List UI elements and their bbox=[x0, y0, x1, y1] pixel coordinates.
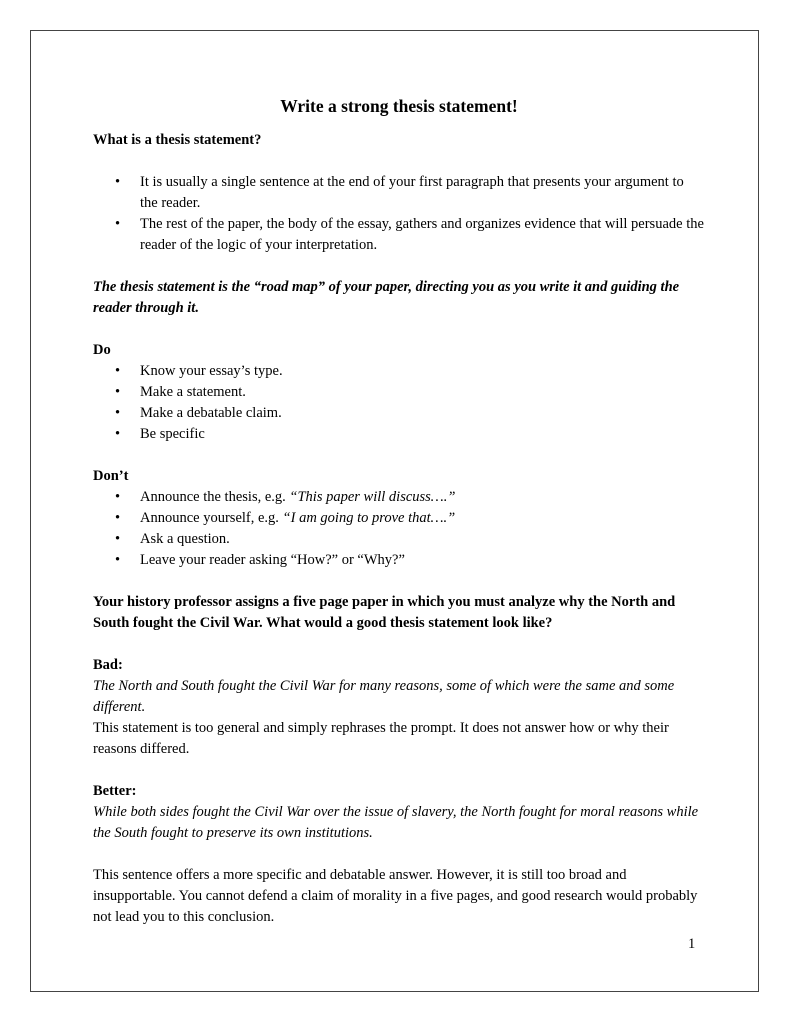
road-map-statement: The thesis statement is the “road map” of your paper, directing you as you write it and guiding the reader through it. bbox=[93, 279, 680, 316]
list-item bbox=[93, 487, 705, 508]
list-item: • Be specific bbox=[93, 424, 705, 445]
dont-heading: Don’t bbox=[93, 468, 129, 484]
list-item bbox=[93, 529, 705, 550]
item-text: Announce yourself, e.g. bbox=[140, 510, 283, 526]
bad-example: The North and South fought the Civil War for many reasons, some of which were the same and some different. bbox=[93, 678, 675, 715]
list-item: • The rest of the paper, the body of the essay, gathers and organizes evidence that will persuade the reader of the logic of your interpretation. bbox=[93, 214, 705, 256]
list-item: • Make a statement. bbox=[93, 382, 705, 403]
item-text: Ask a question. bbox=[140, 531, 230, 547]
what-list bbox=[93, 172, 705, 256]
page-number: 1 bbox=[688, 936, 696, 952]
item-text: Leave your reader asking “How?” or “Why?” bbox=[140, 552, 405, 568]
bad-explanation: This statement is too general and simply rephrases the prompt. It does not answer how or why their reasons differed. bbox=[93, 720, 669, 757]
list-item: • Know your essay’s type. bbox=[93, 361, 705, 382]
dont-list bbox=[93, 487, 705, 571]
list-item: • It is usually a single sentence at the end of your first paragraph that presents your argument to the reader. bbox=[93, 172, 705, 214]
item-text: Announce the thesis, e.g. bbox=[140, 489, 290, 505]
list-item bbox=[93, 550, 705, 571]
bad-heading: Bad: bbox=[93, 657, 123, 673]
item-example: “This paper will discuss….” bbox=[289, 489, 456, 505]
better-explanation: This sentence offers a more specific and debatable answer. However, it is still too broad and insupportable. You cannot defend a claim of morality in a five pages, and good research would probably not lead you to this conclusion. bbox=[93, 867, 698, 925]
item-example: “I am going to prove that….” bbox=[282, 510, 456, 526]
list-item: • Make a debatable claim. bbox=[93, 403, 705, 424]
what-heading: What is a thesis statement? bbox=[93, 132, 262, 148]
better-heading: Better: bbox=[93, 783, 137, 799]
do-list bbox=[93, 361, 705, 445]
do-heading: Do bbox=[93, 342, 111, 358]
page-title: Write a strong thesis statement! bbox=[280, 96, 518, 116]
better-example: While both sides fought the Civil War over the issue of slavery, the North fought for moral reasons while the South fought to preserve its own institutions. bbox=[93, 804, 699, 841]
assignment-prompt: Your history professor assigns a five page paper in which you must analyze why the North and South fought the Civil War. What would a good thesis statement look like? bbox=[93, 594, 676, 631]
list-item bbox=[93, 508, 705, 529]
document-body bbox=[93, 94, 705, 928]
